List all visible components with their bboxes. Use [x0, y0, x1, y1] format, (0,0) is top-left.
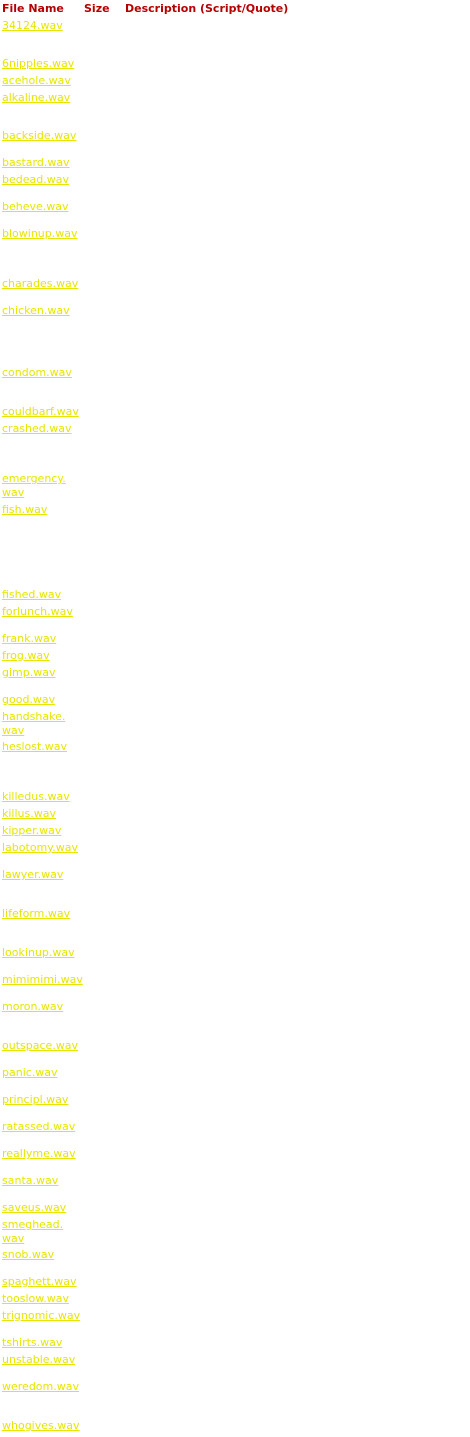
file-link-killus[interactable]: killus.wav — [2, 807, 56, 820]
file-link-killedus[interactable]: killedus.wav — [2, 790, 70, 803]
file-link-smeghead[interactable]: smeghead. wav — [2, 1218, 64, 1245]
file-link-6nipples[interactable]: 6nipples.wav — [2, 57, 75, 70]
column-header-file-name: File Name — [2, 2, 64, 15]
file-link-moron[interactable]: moron.wav — [2, 1000, 64, 1013]
file-link-unstable[interactable]: unstable.wav — [2, 1353, 76, 1366]
file-link-outspace[interactable]: outspace.wav — [2, 1039, 79, 1052]
file-link-fished[interactable]: fished.wav — [2, 588, 62, 601]
file-link-chicken[interactable]: chicken.wav — [2, 304, 70, 317]
file-link-couldbarf[interactable]: couldbarf.wav — [2, 405, 79, 418]
file-link-trignomic[interactable]: trignomic.wav — [2, 1309, 81, 1322]
file-link-crashed[interactable]: crashed.wav — [2, 422, 72, 435]
file-link-principl[interactable]: principl.wav — [2, 1093, 69, 1106]
file-link-spaghett[interactable]: spaghett.wav — [2, 1275, 77, 1288]
file-link-tooslow[interactable]: tooslow.wav — [2, 1292, 70, 1305]
file-link-lookinup[interactable]: lookinup.wav — [2, 946, 75, 959]
file-link-fish[interactable]: fish.wav — [2, 503, 48, 516]
file-link-ratassed[interactable]: ratassed.wav — [2, 1120, 76, 1133]
file-link-weredom[interactable]: weredom.wav — [2, 1380, 79, 1393]
file-link-labotomy[interactable]: labotomy.wav — [2, 841, 78, 854]
file-link-reallyme[interactable]: reallyme.wav — [2, 1147, 76, 1160]
file-link-lifeform[interactable]: lifeform.wav — [2, 907, 71, 920]
file-link-handshake[interactable]: handshake. wav — [2, 710, 66, 737]
file-link-whogives[interactable]: whogives.wav — [2, 1419, 80, 1432]
file-link-santa[interactable]: santa.wav — [2, 1174, 59, 1187]
file-link-good[interactable]: good.wav — [2, 693, 56, 706]
file-link-charades[interactable]: charades.wav — [2, 277, 79, 290]
file-link-mimimimi[interactable]: mimimimi.wav — [2, 973, 83, 986]
file-link-condom[interactable]: condom.wav — [2, 366, 72, 379]
file-link-backside[interactable]: backside.wav — [2, 129, 77, 142]
file-link-alkaline[interactable]: alkaline.wav — [2, 91, 71, 104]
file-link-tshirts[interactable]: tshirts.wav — [2, 1336, 63, 1349]
file-link-acehole[interactable]: acehole.wav — [2, 74, 71, 87]
file-link-lawyer[interactable]: lawyer.wav — [2, 868, 64, 881]
file-link-frank[interactable]: frank.wav — [2, 632, 57, 645]
file-link-forlunch[interactable]: forlunch.wav — [2, 605, 73, 618]
file-link-beheve[interactable]: beheve.wav — [2, 200, 69, 213]
file-link-kipper[interactable]: kipper.wav — [2, 824, 62, 837]
file-link-panic[interactable]: panic.wav — [2, 1066, 58, 1079]
file-link-snob[interactable]: snob.wav — [2, 1248, 55, 1261]
file-link-emergency[interactable]: emergency. wav — [2, 472, 66, 499]
column-header-description: Description (Script/Quote) — [125, 2, 289, 15]
file-link-saveus[interactable]: saveus.wav — [2, 1201, 67, 1214]
file-link-34124[interactable]: 34124.wav — [2, 19, 63, 32]
file-link-gimp[interactable]: gimp.wav — [2, 666, 56, 679]
file-link-bedead[interactable]: bedead.wav — [2, 173, 69, 186]
file-link-blowinup[interactable]: blowinup.wav — [2, 227, 78, 240]
file-link-heslost[interactable]: heslost.wav — [2, 740, 68, 753]
column-header-size: Size — [84, 2, 110, 15]
file-link-frog[interactable]: frog.wav — [2, 649, 50, 662]
file-link-bastard[interactable]: bastard.wav — [2, 156, 70, 169]
